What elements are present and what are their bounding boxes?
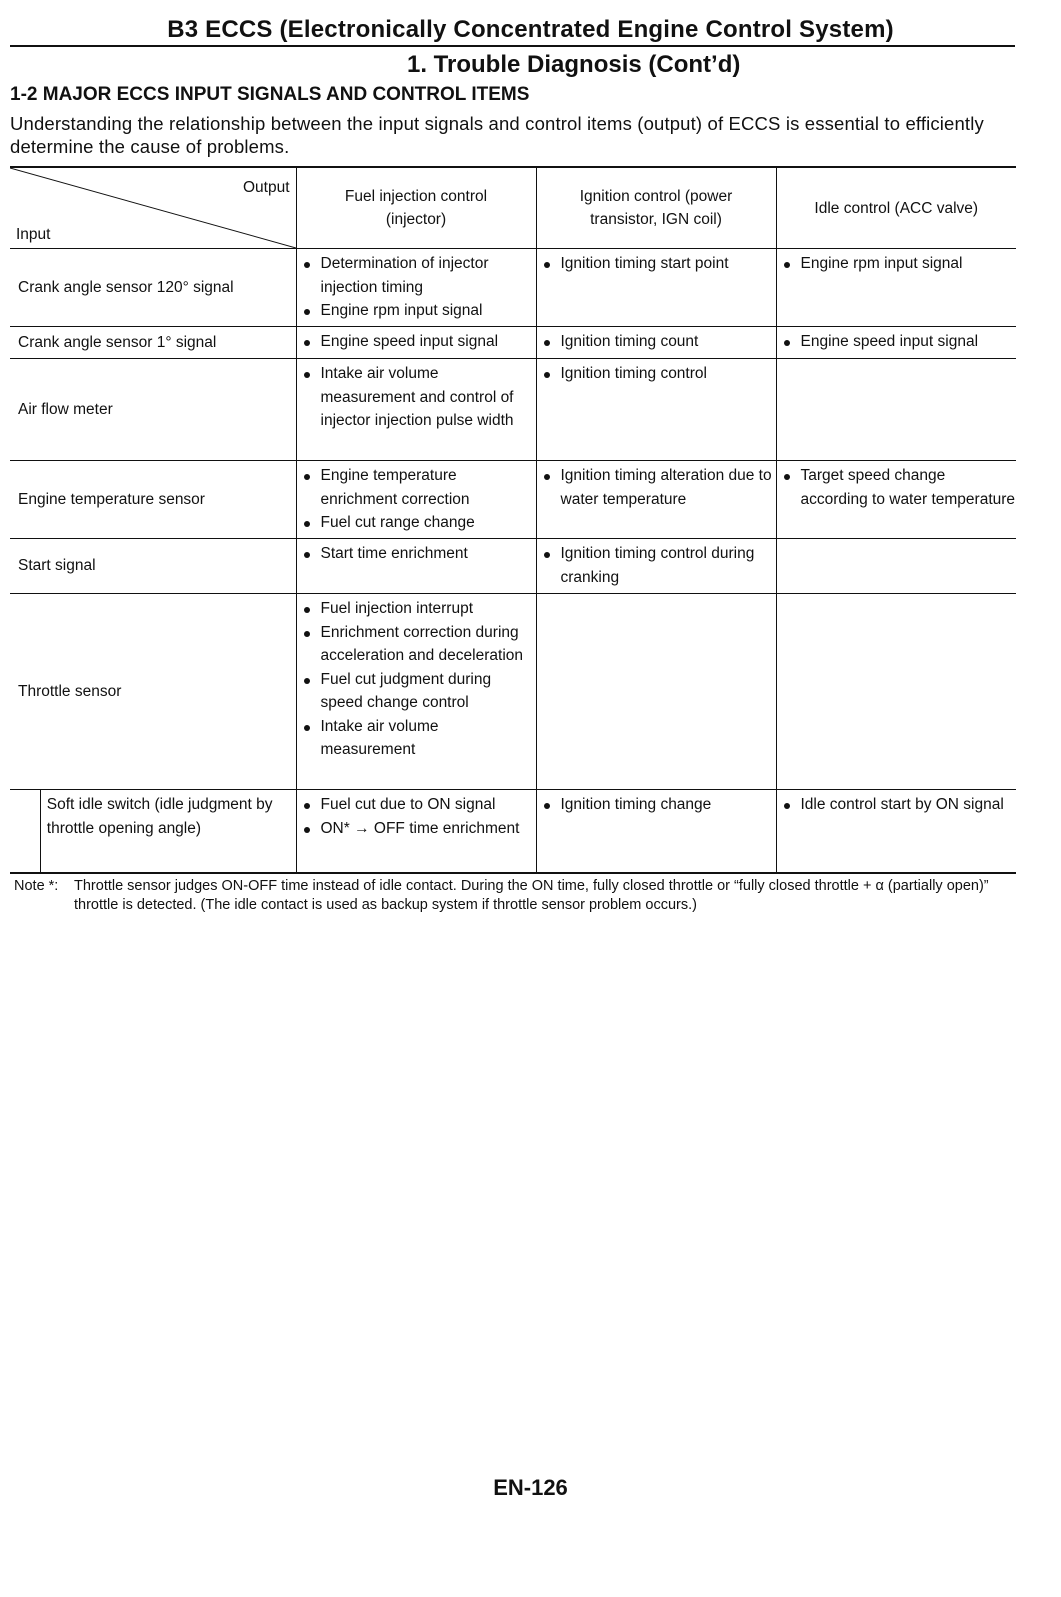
bullet-item: Intake air volume measurement: [303, 715, 536, 762]
fuel-control-cell: [296, 327, 536, 359]
fuel-control-cell: [296, 594, 536, 790]
input-signal-label: Soft idle switch (idle judgment by throttle opening angle): [46, 796, 273, 837]
input-signal-label: Crank angle sensor 120° signal: [18, 278, 234, 296]
table-row: [10, 249, 1016, 327]
input-signal-label: Engine temperature sensor: [18, 490, 205, 508]
idle-control-cell: [776, 461, 1016, 539]
table-row: [10, 790, 1016, 874]
input-signal-cell: [10, 461, 296, 539]
corner-cell: [10, 167, 296, 249]
input-signal-label: Start signal: [18, 557, 96, 575]
bullet-item: Target speed change according to water temperature: [783, 464, 1017, 511]
footnote: [14, 877, 1014, 915]
corner-output-label: Output: [242, 179, 290, 196]
bullet-item: Ignition timing change: [543, 793, 776, 817]
bullet-item: Fuel injection interrupt: [303, 597, 536, 621]
corner-input-label: Input: [16, 226, 51, 243]
page-number: EN-126: [493, 1475, 568, 1500]
bullet-item: Fuel cut range change: [303, 511, 536, 535]
input-signal-cell: [10, 594, 296, 790]
bullet-item: Fuel cut due to ON signal: [303, 793, 536, 817]
table-row: [10, 359, 1016, 461]
table-row: [10, 594, 1016, 790]
bullet-item: Idle control start by ON signal: [783, 793, 1017, 817]
bullet-item: Engine rpm input signal: [303, 299, 536, 323]
ignition-item-list: [537, 362, 776, 386]
ignition-control-cell: [536, 327, 776, 359]
table-row: [10, 461, 1016, 539]
fuel-item-list: [297, 330, 536, 354]
ignition-control-cell: [536, 461, 776, 539]
intro-paragraph: Understanding the relationship between the input signals and control items (output) of ECCS is essential to efficiently determine the cause of problems.: [10, 113, 984, 157]
idle-control-cell: [776, 539, 1016, 594]
column-header-fuel: Fuel injection control (injector): [296, 167, 536, 249]
bullet-item: ON* → OFF time enrichment: [303, 817, 536, 841]
bullet-item: Intake air volume measurement and control of injector injection pulse width: [303, 362, 536, 433]
ignition-item-list: [537, 330, 776, 354]
idle-control-cell: [776, 594, 1016, 790]
footnote-text: Throttle sensor judges ON-OFF time instead of idle contact. During the ON time, fully closed throttle or “fully closed throttle + α (partially open)” throttle is detected. (The idle contact is used as backup system if throttle sensor problem occurs.): [74, 878, 989, 913]
fuel-control-cell: [296, 461, 536, 539]
footnote-label: Note *:: [14, 878, 59, 894]
bullet-item: Ignition timing control during cranking: [543, 542, 776, 589]
idle-control-cell: [776, 249, 1016, 327]
column-header-idle: Idle control (ACC valve): [776, 167, 1016, 249]
bullet-item: Enrichment correction during acceleration and deceleration: [303, 621, 536, 668]
ignition-item-list: [537, 252, 776, 276]
input-signal-label: Crank angle sensor 1° signal: [18, 333, 217, 351]
bullet-item: Ignition timing start point: [543, 252, 776, 276]
input-signal-cell: [10, 790, 296, 874]
fuel-control-cell: [296, 359, 536, 461]
idle-control-cell: [776, 359, 1016, 461]
input-signal-cell: [10, 327, 296, 359]
ignition-control-cell: [536, 594, 776, 790]
idle-control-cell: [776, 790, 1016, 874]
bullet-item: Engine speed input signal: [783, 330, 1017, 354]
input-signal-cell: [10, 539, 296, 594]
section-title: 1-2 MAJOR ECCS INPUT SIGNALS AND CONTROL ITEMS: [10, 84, 530, 105]
bullet-item: Ignition timing count: [543, 330, 776, 354]
fuel-item-list: [297, 464, 536, 535]
ignition-item-list: [537, 464, 776, 511]
fuel-control-cell: [296, 539, 536, 594]
idle-control-cell: [776, 327, 1016, 359]
fuel-control-cell: [296, 249, 536, 327]
ignition-control-cell: [536, 539, 776, 594]
ignition-item-list: [537, 793, 776, 817]
ignition-control-cell: [536, 359, 776, 461]
header-rule: [10, 45, 1015, 47]
input-signal-label: Throttle sensor: [18, 682, 122, 700]
header-title: B3 ECCS (Electronically Concentrated Engine Control System): [167, 16, 894, 43]
fuel-item-list: [297, 542, 536, 566]
table-row: [10, 539, 1016, 594]
bullet-item: Start time enrichment: [303, 542, 536, 566]
input-signal-cell: [10, 359, 296, 461]
ignition-control-cell: [536, 249, 776, 327]
bullet-item: Engine speed input signal: [303, 330, 536, 354]
signals-table: [10, 166, 1016, 874]
bullet-item: Determination of injector injection timing: [303, 252, 536, 299]
bullet-item: Ignition timing control: [543, 362, 776, 386]
idle-item-list: [777, 252, 1017, 276]
idle-item-list: [777, 330, 1017, 354]
table-header-row: [10, 167, 1016, 249]
fuel-item-list: [297, 793, 536, 840]
bullet-item: Fuel cut judgment during speed change control: [303, 668, 536, 715]
fuel-item-list: [297, 597, 536, 762]
bullet-item: Engine rpm input signal: [783, 252, 1017, 276]
bullet-item: Ignition timing alteration due to water temperature: [543, 464, 776, 511]
table-row: [10, 327, 1016, 359]
bullet-item: Engine temperature enrichment correction: [303, 464, 536, 511]
fuel-item-list: [297, 252, 536, 323]
ignition-item-list: [537, 542, 776, 589]
input-signal-label: Air flow meter: [18, 400, 113, 418]
fuel-control-cell: [296, 790, 536, 874]
chapter-title: 1. Trouble Diagnosis (Cont’d): [407, 51, 741, 78]
fuel-item-list: [297, 362, 536, 433]
idle-item-list: [777, 464, 1017, 511]
indent-spacer: [10, 790, 41, 872]
column-header-ignition: Ignition control (power transistor, IGN coil): [536, 167, 776, 249]
ignition-control-cell: [536, 790, 776, 874]
idle-item-list: [777, 793, 1017, 817]
input-signal-cell: [10, 249, 296, 327]
